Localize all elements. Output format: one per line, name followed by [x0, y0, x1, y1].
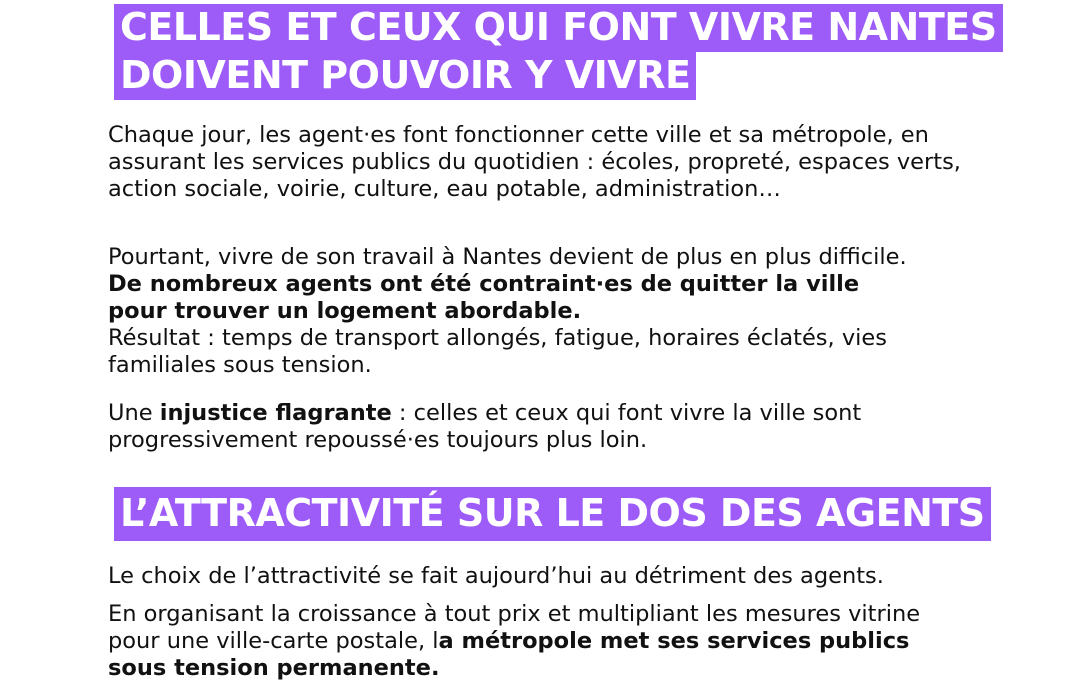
section1-paragraph-3-bold: injustice flagrante: [159, 400, 392, 426]
section1-heading: [114, 4, 1003, 100]
section1-paragraph-2-result: Résultat : temps de transport allongés, fatigue, horaires éclatés, vies familiales sous tension.: [108, 325, 887, 378]
section2-heading: [114, 487, 991, 541]
section1-heading-line2: DOIVENT POUVOIR Y VIVRE: [114, 52, 696, 100]
section2-paragraph-2: [108, 601, 928, 682]
section2-paragraph-2-bold: a métropole met ses services publics sous tension permanente.: [108, 628, 910, 681]
section1-paragraph-2-bold: De nombreux agents ont été contraint·es de quitter la ville pour trouver un logement abordable.: [108, 271, 860, 324]
section1-paragraph-3: [108, 400, 988, 454]
section2-heading-line: L’ATTRACTIVITÉ SUR LE DOS DES AGENTS: [114, 487, 991, 541]
section1-paragraph-3-post: : celles et ceux qui font vivre la ville sont progressivement repoussé·es toujours plus loin.: [108, 400, 862, 453]
section1-heading-line1: CELLES ET CEUX QUI FONT VIVRE NANTES: [114, 4, 1003, 52]
section1-paragraph-3-pre: Une: [108, 400, 160, 426]
section2-paragraph-2-pre: En organisant la croissance à tout prix et multipliant les mesures vitrine pour une ville-carte postale, l: [108, 601, 921, 654]
section1-paragraph-1: Chaque jour, les agent·es font fonctionner cette ville et sa métropole, en assurant les services publics du quotidien : écoles, propreté, espaces verts, action sociale, voirie, culture, eau potable, administration…: [108, 122, 961, 202]
section1-paragraph-2: [108, 244, 988, 379]
section1-paragraph-2-intro: Pourtant, vivre de son travail à Nantes devient de plus en plus difficile.: [108, 244, 907, 270]
section2-paragraph-1: Le choix de l’attractivité se fait aujourd’hui au détriment des agents.: [108, 563, 884, 589]
